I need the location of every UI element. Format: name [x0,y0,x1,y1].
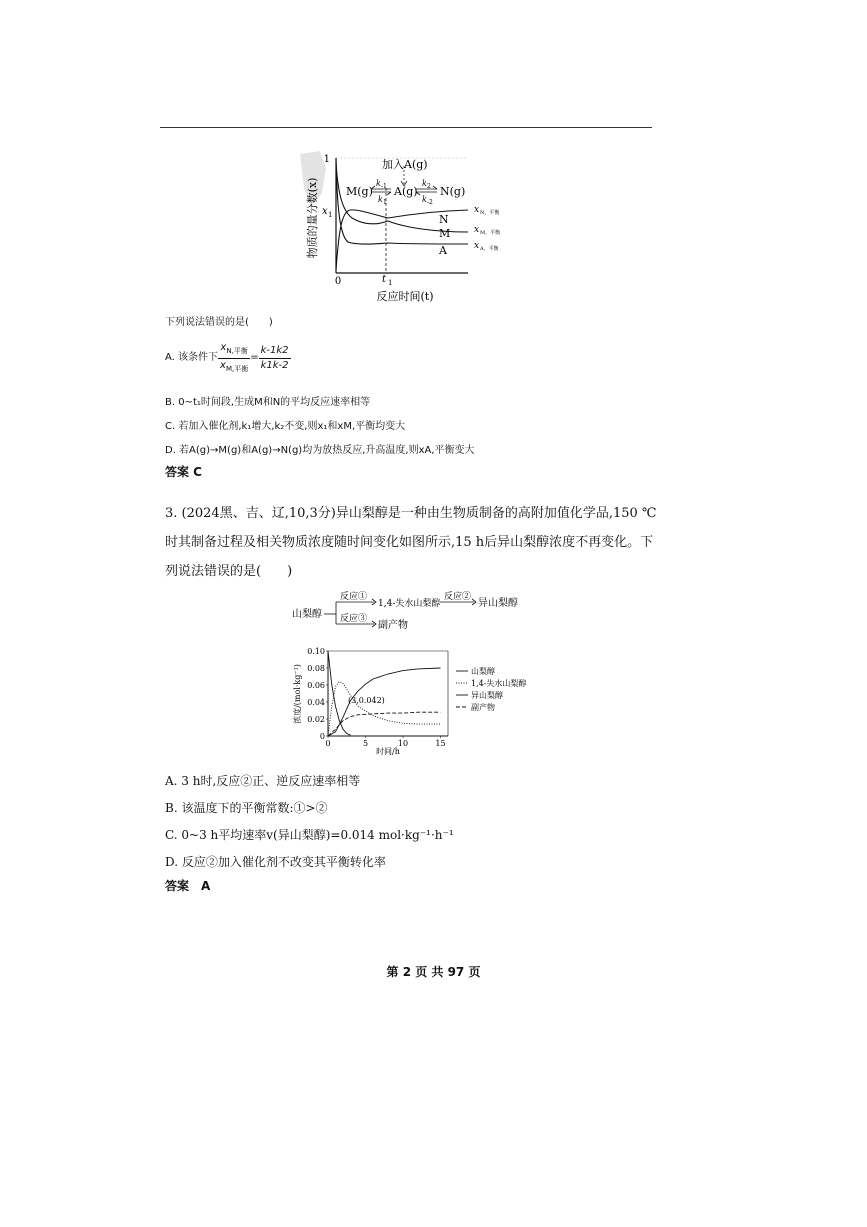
y-tick-label: 0.06 [307,681,325,690]
fig1-tick-0: 0 [334,276,342,287]
legend-label-2: 1,4-失水山梨醇 [471,679,527,688]
y-tick-label: 0.02 [307,715,325,724]
scheme-mid: 1,4-失水山梨醇 [378,599,441,609]
q2-option-b: B. 0~t₁时间段,生成M和N的平均反应速率相等 [165,397,371,408]
q2-option-a-equals: = [250,352,259,363]
fig1-xN-eq-sub: N，平衡 [480,210,500,216]
q2-option-a-prefix: A. 该条件下 [165,352,219,363]
fig1-tick-x1: x [322,206,328,217]
fig1-tick-t1: t [382,274,387,285]
q3-option-b: B. 该温度下的平衡常数:①>② [165,801,328,815]
legend-label-1: 山梨醇 [471,667,495,676]
q2-frac-den-sub: M,平衡 [225,364,249,373]
q2-frac-num-x: x [220,341,227,353]
scheme-end: 异山梨醇 [478,598,518,609]
q2-ratio-num: k-1k2 [259,344,291,359]
fig1-eq-M: M(g) [346,185,373,198]
fig1-k-minus1: k [376,179,381,188]
series-line-2 [328,682,441,736]
header-rule [160,127,652,128]
q3-option-c: C. 0~3 h平均速率v(异山梨醇)=0.014 mol·kg⁻¹·h⁻¹ [165,828,454,842]
chart-axes [328,651,448,736]
q3-stem-line1: 3. (2024黑、吉、辽,10,3分)异山梨醇是一种由生物质制备的高附加值化学品,150 ℃ [165,506,657,521]
q2-option-d: D. 若A(g)→M(g)和A(g)→N(g)均为放热反应,升高温度,则xA,平衡变大 [165,445,475,456]
q2-ratio-den: k1k-2 [260,359,289,371]
fig1-tick-t1-sub: 1 [388,279,393,287]
q2-stem: 下列说法错误的是( ) [165,317,273,328]
series-line-1 [328,651,351,735]
fig1-k2-sub: 2 [427,183,431,190]
q2-answer: 答案 C [165,465,202,479]
fig1-tick-1: 1 [323,154,330,165]
q3-stem-line3: 列说法错误的是( ) [165,564,293,579]
q3-option-d: D. 反应②加入催化剂不改变其平衡转化率 [165,855,386,869]
fig1-label-A: A [439,244,447,257]
fig1-k1: k [378,195,383,204]
y-tick-label: 0.04 [307,698,325,707]
y-tick-label: 0 [319,732,325,741]
fig1-xM-eq: x [474,225,480,235]
fig1-label-M: M [439,227,451,240]
chart-y-axis-label: 浓度/(mol·kg⁻¹) [293,664,302,724]
fig1-xM-eq-sub: M，平衡 [480,230,501,236]
scheme-r3: 反应③ [340,614,368,624]
fig1-x-axis-label: 反应时间(t) [376,290,434,303]
fig1-eq-N: N(g) [440,185,466,198]
y-tick-label: 0.08 [307,664,325,673]
x-tick-label: 5 [362,739,369,748]
fig1-xN-eq: x [474,205,480,215]
q3-answer: 答案 A [165,879,211,893]
x-tick-label: 0 [325,739,331,748]
fig1-k1-sub: 1 [383,199,387,206]
chart-x-axis-label: 时间/h [376,747,400,756]
q2-option-c: C. 若加入催化剂,k₁增大,k₂不变,则x₁和xM,平衡均变大 [165,421,406,432]
scheme-side: 副产物 [378,620,408,631]
fig1-k-minus2-sub: -2 [427,199,433,206]
fig1-label-N: N [439,213,449,226]
fig1-annotation-add: 加入A(g) [382,158,428,171]
reaction-scheme [292,588,552,634]
fig1-k-minus2: k [422,195,427,204]
scheme-r1: 反应① [340,592,368,602]
q3-stem-line2: 时其制备过程及相关物质浓度随时间变化如图所示,15 h后异山梨醇浓度不再变化。下 [165,535,654,550]
q2-frac-num-sub: N,平衡 [226,346,248,355]
fig1-xA-eq-sub: A，平衡 [480,246,499,252]
fig1-k2: k [422,179,427,188]
q2-option-a-fraction [218,341,250,376]
fig1-k-minus1-sub: -1 [381,183,387,190]
page-footer: 第 2 页 共 97 页 [386,965,481,979]
scheme-start: 山梨醇 [292,609,322,620]
fig1-tick-x1-sub: 1 [328,211,333,219]
q2-option-a [165,340,291,376]
chart-annotation: (3,0.042) [348,696,385,705]
mole-fraction-figure [296,148,501,308]
x-tick-label: 10 [397,739,409,748]
y-tick-label: 0.10 [307,647,325,656]
legend-label-3: 异山梨醇 [471,691,503,700]
legend-label-4: 副产物 [471,703,495,712]
q2-frac-den-x: x [220,359,226,371]
scheme-r2: 反应② [444,592,472,602]
fig1-eq-A: A(g) [394,185,418,198]
fig1-y-axis-label: 物质的量分数(x) [306,177,319,259]
x-tick-label: 15 [435,739,446,748]
fig1-xA-eq: x [474,241,480,251]
series-line-4 [328,712,441,736]
q2-option-a-ratio [259,344,291,373]
concentration-chart [290,646,540,761]
q3-option-a: A. 3 h时,反应②正、逆反应速率相等 [165,774,361,788]
